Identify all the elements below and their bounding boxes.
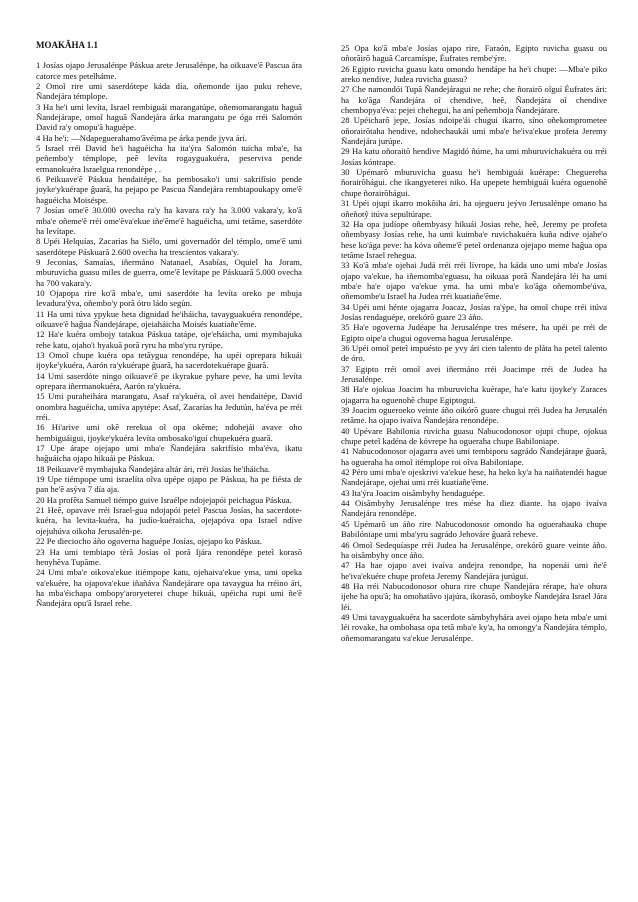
- verse-paragraph: 40 Upévare Babilonia ruvicha guasu Nabucodonosor ojupi chupe, ojokua chupe peteĩ kadéna de kóvrepe ha ogueraha chupe Babiloniape.: [341, 425, 607, 447]
- document-title: MOAKÃHA 1.1: [36, 40, 98, 50]
- verse-paragraph: 20 Ha profêta Samuel tiémpo guive Israélpe ndojejapói peichagua Páskua.: [36, 494, 292, 505]
- left-verse-list: [36, 60, 302, 608]
- verse-paragraph: 28 Upéicharõ jepe, Josías ndoipe'ái chugui ikarro, síno oñekomprometee oñorairõtaha hendive, ndohechaukái umi mba'e he'iva'ekue profeta Jeremy Ñandejára jurúpe.: [341, 115, 607, 147]
- verse-paragraph: 16 Hi'arive umi okẽ rerekua oĩ opa okẽme; ndohejái avave oho hembiguáigui, ijoyke'ykuéra levíta ombosako'iguí chupekuéra guarã.: [36, 422, 302, 443]
- verse-paragraph: 2 Omoĩ rire umi saserdótepe káda día, oñemonde ijao puku reheve, Ñandejára témplope.: [36, 81, 302, 102]
- right-verse-list: [341, 43, 607, 643]
- verse-paragraph: 49 Umi tavayguakuéra ha sacerdote sãmbyhyhára avei ojapo heta mba'e umi léi rovake, ha ombohasa opa tetã mba'e ky'a, ha omongy'a Ñandejára témplo, oñemomarangatu va'ekue Jerusalénpe.: [341, 611, 607, 643]
- right-column: [341, 43, 607, 643]
- verse-paragraph: 27 Che namondói Tupã Ñandejáragui ne rehe; che ñorairõ oĩguí Éufrates ári: ha ko'ãga Ñandejára oĩ chendive, heẽ, Ñandejára oĩ chendive chembopya'éva: pejei chehegui, ha aní peñemboja Ñandejárare.: [341, 84, 607, 116]
- verse-paragraph: 6 Peikuave'ẽ Páskua hendaitépe, ha pembosako'i umi sakrifísio pende joyke'ykuérape g̃uarã, ha pejapo pe Pascua Ñandejára rembiapoukapy ome'ẽ haguéicha Moiséspe.: [36, 174, 302, 205]
- verse-paragraph: 18 Peikuave'ẽ mymbajuka Ñandejára altár ári, rréi Josías he'iháicha.: [36, 463, 271, 474]
- verse-paragraph: 7 Josías ome'ẽ 30.000 ovecha ra'y ha kavara ra'y ha 3.000 vakara'y, ko'ã mba'e oñeme'ẽ rréi ome'ẽva'ekue iñe'ẽme'ẽ haguéicha, umi tetãme, saserdóte ha levítape.: [36, 205, 302, 236]
- verse-paragraph: 19 Upe tiémpope umi israelíta oĩva upépe ojapo pe Páskua, ha pe fiésta de pan he'ẽ asýva 7 día aja.: [36, 474, 302, 495]
- verse-paragraph: 8 Upéi Helquías, Zacarías ha Siélo, umi governadór del témplo, ome'ẽ umi saserdótepe Páskuarã 2.600 ovecha ha trescientos vakara'y.: [36, 236, 302, 257]
- verse-paragraph: 23 Ha umi tembiapo tèrã Josías oĩ porã Ijára renondépe peteĩ korasõ henyhẽva Tupãme.: [36, 546, 302, 567]
- verse-paragraph: 42 Péro umi mba'e ojeskrivi va'ekue hese, ha heko ky'a ha naiñatendéi hague Ñandejárape, ojehai umi rréi kuatiañe'ẽme.: [341, 467, 607, 488]
- verse-paragraph: 13 Omoĩ chupe kuéra opa tetãygua renondépe, ha upéi oprepara hikuái ijoyke'ykuéra, Aarón ra'ykuérape g̃uarã, ha sacerdotekuérape g̃uarã.: [36, 349, 302, 371]
- verse-paragraph: 29 Ha katu oñoraitõ hendive Magidó ñúme, ha umi mburuvichakuéra ou rréi Josías kóntrape.: [341, 146, 607, 167]
- verse-paragraph: 21 Heẽ, opavave rréi Israel-gua ndojapói peteĩ Pascua Josías, ha sacerdote-kuéra, ha levita-kuéra, ha judío-kuéraicha, ojejapóva opa Israel ndíve ojejuhúva oikoha Jerusalén-pe.: [36, 505, 302, 536]
- verse-paragraph: 11 Ha umi túva ypykue heta dignidad he'iháicha, tavayguakuéra renondépe, oikuave'ẽ hag̃ua Ñandejárape, ojeiaháicha Moisés kuatiañe'ẽme.: [36, 308, 302, 329]
- verse-paragraph: 36 Upéi omoĩ peteĩ impuésto pe yvy ári cien talento de pláta ha peteĩ talento de óro.: [341, 342, 607, 364]
- verse-paragraph: 26 Egipto ruvicha guasu katu omondo hendápe ha he'i chupe: —Mba'e piko areko nendive, Judea ruvicha guasu?: [341, 63, 607, 85]
- verse-paragraph: 17 Upe árape ojejapo umi mba'e Ñandejára sakrifísio mba'éva, ikatu hag̃uáicha ojapo hikuái pe Páskua.: [36, 443, 302, 464]
- verse-paragraph: 4 Ha he'i: —Ndapeguerahamo'ãvéima pe árka pende jyva ári.: [36, 132, 247, 143]
- verse-paragraph: 10 Ojapopa rire ko'ã mba'e, umi saserdóte ha levíta oreko pe mbuja levadura'ỹva, oñembo'y porã ótro ládo segùn.: [36, 287, 302, 309]
- verse-paragraph: 41 Nabucodonosor ojagarra avei umi tembiporu sagrádo Ñandejárape g̃uarã, ha ogueraha ha omoĩ itémplope roi oĩva Babiloniape.: [341, 446, 607, 467]
- verse-paragraph: 3 Ha he'i umi levíta, Israel rembiguái marangatúpe, oñemomarangatu haguã Ñandejárape, omoĩ haguã Ñandejára árka marangatu pe óga rréi Salomón David ra'y omopu'ã haguépe.: [36, 101, 302, 133]
- verse-paragraph: 32 Ha opa judíope oñembyasy hikuái Josias rehe, heẽ, Jeremy pe profeta oñembyasy Josías rehe, ha umi kuimba'e ruvichakuéra kuña ndive ojahe'o hese ko'ága peve: ha kóva oñeme'ẽ peteĩ ordenanza ojejapo meme hag̃ua opa tetãme Israel rehegua.: [341, 218, 607, 260]
- verse-paragraph: 9 Jeconias, Samaías, iñermáno Natanael, Asabías, Oquiel ha Joram, mburuvicha guasu miles de guerra, ome'ẽ levítape pe Páskuarã 5.000 ovecha ha 700 vakara'y.: [36, 256, 302, 288]
- verse-paragraph: 1 Josías ojapo Jerusalénpe Páskua arete Jerusalénpe, ha oikuave'ẽ Pascua ára catorce mes peteĩháme.: [36, 60, 302, 81]
- verse-paragraph: 33 Ko'ã mba'e ojehai Judá rréi rréi lívrope, ha káda uno umi mba'e Josías ojapo va'ekue, ha iñemomba'eguasu, ha oikuaa porã Ñandejára léi ha umi mba'e ha'e ojapo va'ekue yma. ha umi mba'e ko'ãga oñemombe'úva, oñemombe'u Israel ha Judea rréi kuatiañe'ẽme.: [341, 260, 607, 302]
- left-column: [36, 40, 302, 609]
- verse-paragraph: 15 Umi puraheihára marangatu, Asaf ra'ykuéra, oĩ avei hendaitépe, David onombra haguéicha, umíva apytépe: Asaf, Zacarías ha Jedutún, ha'éva pe rréi rréi.: [36, 391, 302, 423]
- verse-paragraph: 47 Ha hae ojapo avei ivaíva andejra renondpe, ha nopenái umi ñe'ẽ he'iva'ekuére chupe profeta Jeremy Ñandejára jurúgui.: [341, 560, 607, 581]
- verse-paragraph: 31 Upéi ojupi ikarro mokõiha ári. ha ojegueru jeývo Jerusalénpe omano ha oñeñotỹ itúva sepultúrape.: [341, 198, 607, 219]
- verse-paragraph: 24 Umi mba'e oikova'ekue itiémpope katu, ojehaiva'ekue yma, umi opeka va'ekuére, ha ojapova'ekue iñañáva Ñandejárare opa tavaygua ha rréino ári, ha mba'éichapa ombopy'aroryeterei chupe hikuái, upéicha rupi umi ñe'ẽ Ñandejára opu'ã Israel rehe.: [36, 567, 302, 609]
- verse-paragraph: 25 Opa ko'ã mba'e Josías ojapo rire, Faraón, Egipto ruvicha guasu ou oñorãirõ haguã Carcamíspe, Éufrates rembe'ýre.: [341, 43, 607, 64]
- verse-paragraph: 46 Omoĩ Sedequíaspe rréi Judea ha Jerusalénpe, orekórõ guare veinte áño. ha oisãmbyhy once áño.: [341, 539, 607, 560]
- verse-paragraph: 38 Ha'e ojokua Joacim ha mburuvicha kuérape, ha'e katu ijoyke'y Zaraces ojagarra ha oguenohẽ chupe Egiptogui.: [341, 384, 607, 405]
- verse-paragraph: 45 Upémarõ un áño rire Nabucodonosor omondo ha oguerahauka chupe Babilóniape umi mba'yru sagrádo Jehováre g̃uarã reheve.: [341, 518, 607, 540]
- verse-paragraph: 12 Ha'e kuéra ombojy tatakua Páskua tatápe, oje'eháicha, umi mymbajuka rehe katu, ojaho'i hyakuã porã ryru ha mba'yru ryrúpe.: [36, 329, 302, 350]
- verse-paragraph: 35 Ha'e ogoverna Judéape ha Jerusalénpe tres mésere, ha upéi pe rréi de Egipto oipe'a chugui ogoverna hagua Jerusalénpe.: [341, 322, 607, 343]
- verse-paragraph: 44 Oisãmbyhy Jerusalénpe tres mése ha diez diante. ha ojapo ivaíva Ñandejára renondépe.: [341, 498, 607, 519]
- verse-paragraph: 37 Egipto rréi omoĩ avei iñermáno rréi Joacimpe rréi de Judea ha Jerusalénpe.: [341, 363, 607, 384]
- verse-paragraph: 39 Joacim ogueroeko veinte áño oikórõ guare chugui rréi Judea ha Jerusalén retãme. ha ojapo ivaíva Ñandejára renondépe.: [341, 405, 607, 426]
- verse-paragraph: 43 Ita'ýra Joacim oisãmbyhy hendaguépe.: [341, 487, 486, 498]
- verse-paragraph: 34 Upéi umi hénte ojagarra Joacaz, Josías ra'ýpe, ha omoĩ chupe rréi itúva Josías rendaguépe, orekórõ guare 23 áño.: [341, 301, 607, 322]
- verse-paragraph: 30 Upémarõ mburuvicha guasu he'i hembiguái kuérape: Cheguereha ñorairõhágui. che ikangyeterei niko. Ha upepete hembiguái kuéra oguenohẽ chupe ñorairõhágui.: [341, 167, 607, 198]
- verse-paragraph: 5 Israel rréi David he'i haguéicha ha ita'ýra Salomón tuicha mba'e, ha peñembo'y témplope, peẽ levíta rogayguakuéra, peserviva pende ermanokuéra Israelgua renondépe , .: [36, 143, 302, 174]
- verse-paragraph: 14 Umi saserdóte ningo oikuave'ẽ pe ikyrakue pyhare peve, ha umi levíta oprepara iñermanokuéra, Aarón ra'ykuéra.: [36, 370, 302, 391]
- verse-paragraph: 48 Ha rréi Nabucodonosor ohura rire chupe Ñandejára rérape, ha'e ohura ijehe ha opu'ã; ha omohatãvo ijajúra, ikorasõ, omboyke Ñandejára Israel Jára léi.: [341, 580, 607, 612]
- verse-paragraph: 22 Pe dieciocho áño ogoverna haguépe Josías, ojejapo ko Páskua.: [36, 536, 263, 547]
